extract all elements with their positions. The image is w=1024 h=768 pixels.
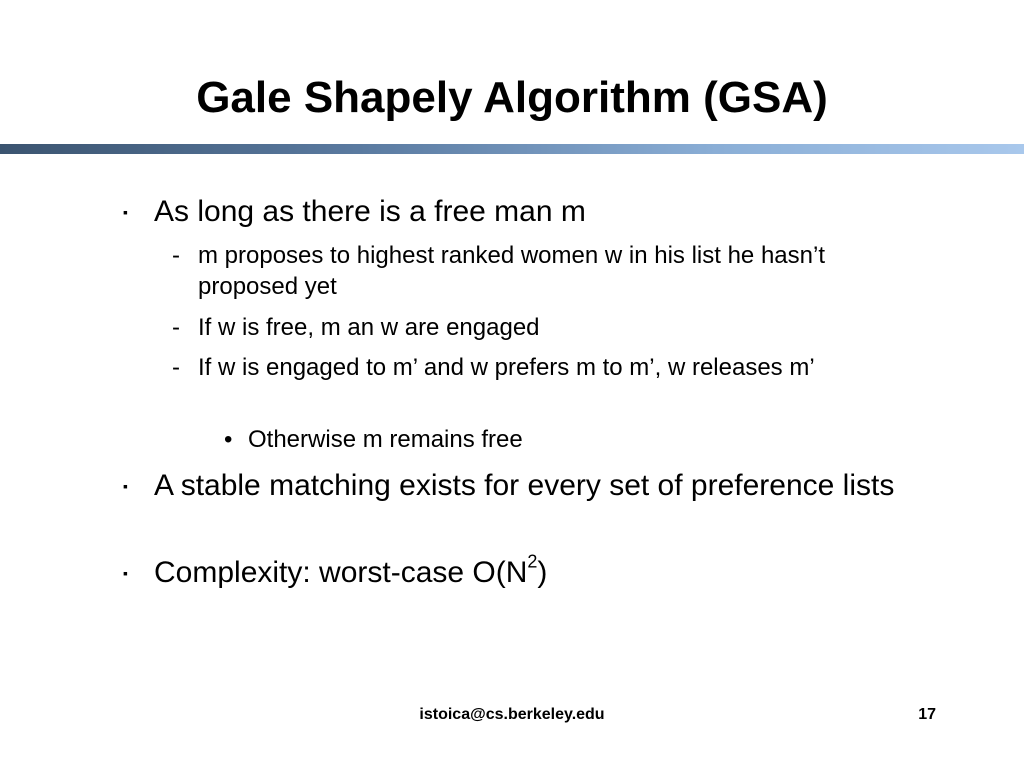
bullet-text: A stable matching exists for every set of preference lists bbox=[154, 469, 895, 502]
dash-bullet-icon: - bbox=[172, 242, 180, 269]
bullet-stable-matching bbox=[120, 468, 900, 504]
subbullet-free-engaged bbox=[170, 312, 890, 343]
dot-bullet-icon: • bbox=[224, 426, 233, 453]
subbullet-text: If w is free, m an w are engaged bbox=[198, 314, 540, 341]
subsubbullet-text: Otherwise m remains free bbox=[248, 426, 523, 453]
complexity-suffix: ) bbox=[537, 556, 548, 589]
exponent: 2 bbox=[527, 551, 538, 572]
slide-title: Gale Shapely Algorithm (GSA) bbox=[196, 73, 828, 122]
subbullet-text: If w is engaged to m’ and w prefers m to m’, w releases m’ bbox=[198, 354, 815, 381]
page-number: 17 bbox=[918, 706, 936, 723]
subbullet-releases bbox=[170, 352, 890, 383]
bullet-text: As long as there is a free man m bbox=[154, 195, 586, 228]
dash-bullet-icon: - bbox=[172, 354, 180, 381]
footer-email: istoica@cs.berkeley.edu bbox=[419, 706, 605, 723]
dash-bullet-icon: - bbox=[172, 314, 180, 341]
bullet-text bbox=[154, 551, 900, 591]
bullet-free-man bbox=[120, 194, 900, 230]
title-divider bbox=[0, 144, 1024, 154]
square-bullet-icon: ▪ bbox=[123, 204, 128, 220]
subbullet-proposes bbox=[170, 240, 890, 302]
bullet-complexity bbox=[120, 551, 900, 591]
complexity-text: Complexity: worst-case O(N bbox=[154, 556, 528, 589]
subbullet-text: m proposes to highest ranked women w in his list he hasn’t proposed yet bbox=[198, 242, 825, 300]
square-bullet-icon: ▪ bbox=[123, 565, 128, 581]
square-bullet-icon: ▪ bbox=[123, 478, 128, 494]
subsubbullet-remains-free bbox=[224, 424, 864, 455]
